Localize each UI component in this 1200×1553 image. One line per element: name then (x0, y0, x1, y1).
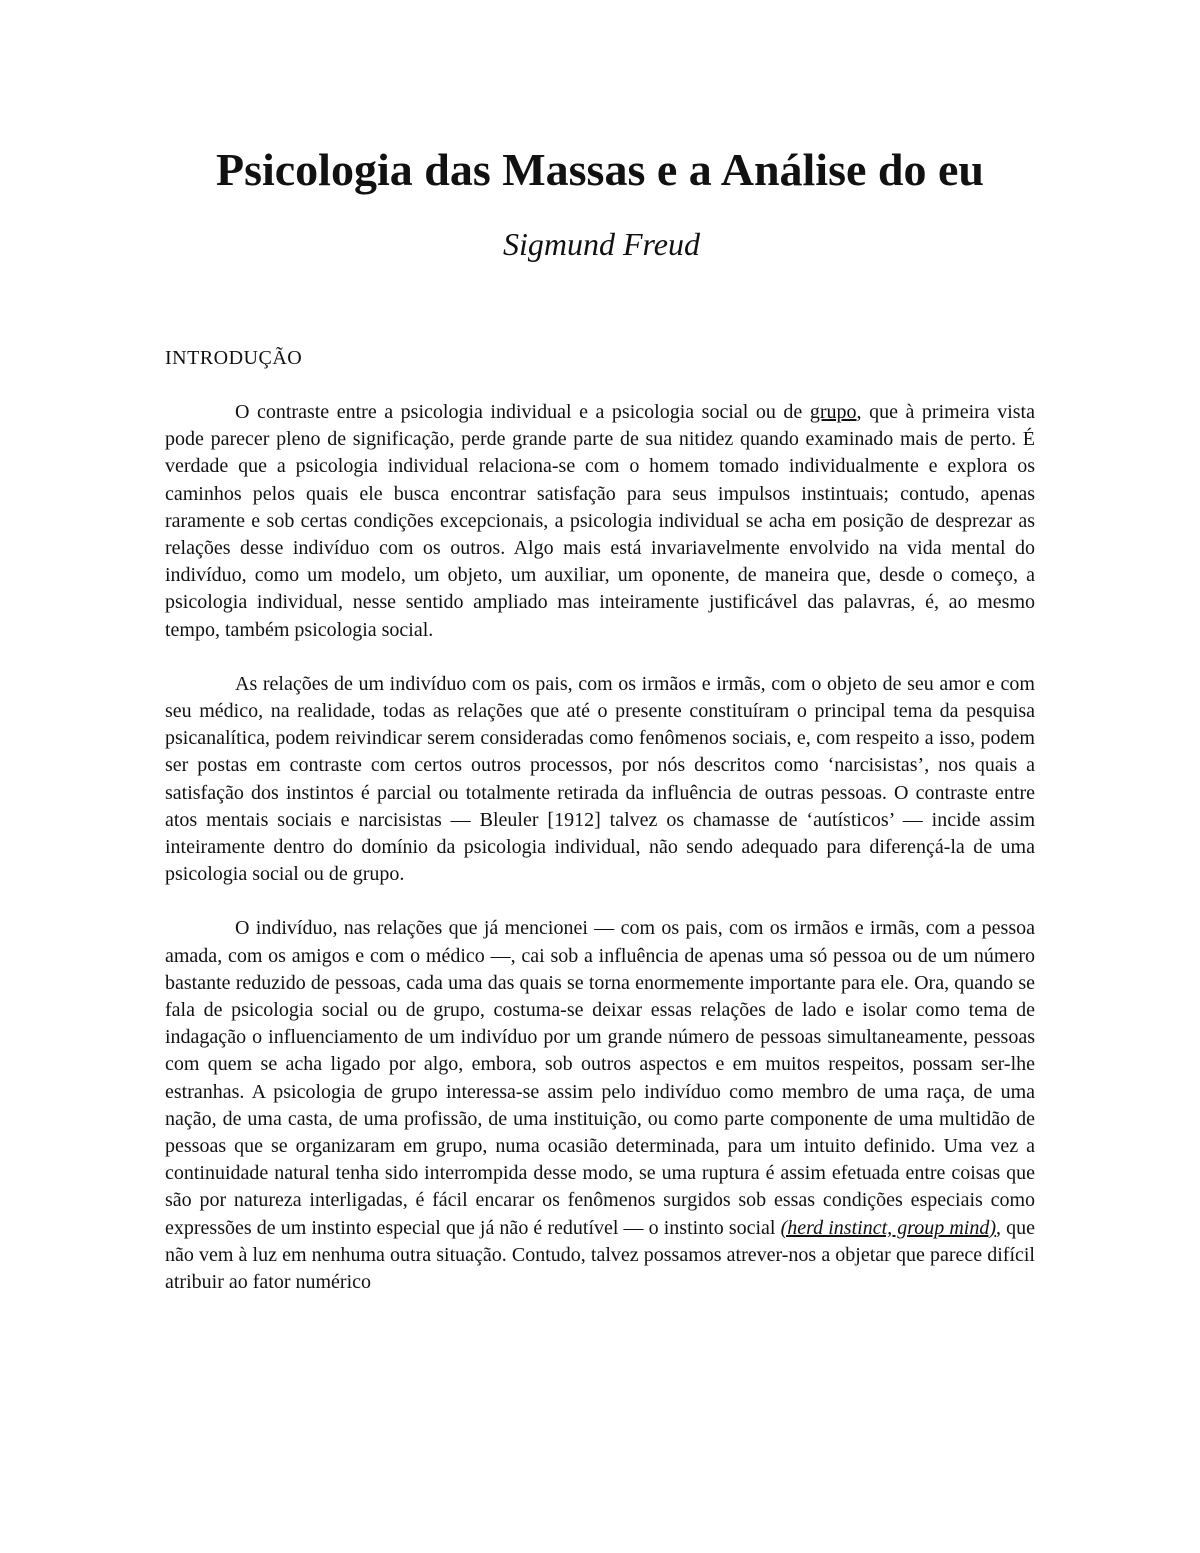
author-name-text: Sigmund Freud (502, 226, 700, 262)
paragraph-3-text-b: , que não vem à luz em nenhuma outra situação. Contudo, talvez possamos atrever-nos a objetar que parece difícil atribuir ao fator numérico (165, 1216, 1035, 1294)
paragraph-1-text-a: O contraste entre a psicologia individual e a psicologia social ou de (235, 401, 810, 423)
herd-instinct-link[interactable]: (herd instinct, group mind) (780, 1216, 997, 1239)
paragraph-3 (165, 915, 1035, 1296)
document-title: Psicologia das Massas e a Análise do eu (215, 144, 984, 195)
paragraph-3-text-a: O indivíduo, nas relações que já mencionei — com os pais, com os irmãos e irmãs, com a pessoa amada, com os amigos e com o médico —, cai sob a influência de apenas uma só pessoa ou de um número bastante reduzido de pessoas, cada uma das quais se torna enormemente importante para ele. Ora, quando se fala de psicologia social ou de grupo, costuma-se deixar essas relações de lado e isolar como tema de indagação o influenciamento de um indivíduo por um grande número de pessoas simultaneamente, pessoas com quem se acha ligado por algo, embora, sob outros aspectos e em muitos respeitos, possam ser-lhe estranhas. A psicologia de grupo interessa-se assim pelo indivíduo como membro de uma raça, de uma nação, de uma casta, de uma profissão, de uma instituição, ou como parte componente de uma multidão de pessoas que se organizaram em grupo, numa ocasião determinada, para um intuito definido. Uma vez a continuidade natural tenha sido interrompida desse modo, se uma ruptura é assim efetuada entre coisas que são por natureza interligadas, é fácil encarar os fenômenos surgidos sob essas condições especiais como expressões de um instinto especial que já não é redutível — o instinto social (165, 917, 1035, 1239)
paragraph-2: As relações de um indivíduo com os pais, com os irmãos e irmãs, com o objeto de seu amor e com seu médico, na realidade, todas as relações que até o presente constituíram o principal tema da pesquisa psicanalítica, podem reivindicar serem consideradas como fenômenos sociais, e, com respeito a isso, podem ser postas em contraste com certos outros processos, por nós descritos como ‘narcisistas’, nos quais a satisfação dos instintos é parcial ou totalmente retirada da influência de outras pessoas. O contraste entre atos mentais sociais e narcisistas — Bleuler [1912] talvez os chamasse de ‘autísticos’ — incide assim inteiramente dentro do domínio da psicologia individual, não sendo adequado para diferençá-la de uma psicologia social ou de grupo. (165, 672, 1035, 886)
paragraph-1 (165, 399, 1035, 644)
body-text (165, 399, 1035, 1323)
paragraph-1-text-b: , que à primeira vista pode parecer pleno de significação, perde grande parte de sua nitidez quando examinado mais de perto. É verdade que a psicologia individual relaciona-se com o homem tomado individualmente e explora os caminhos pelos quais ele busca encontrar satisfação para seus impulsos instintuais; contudo, apenas raramente e sob certas condições excepcionais, a psicologia individual se acha em posição de desprezar as relações desse indivíduo com os outros. Algo mais está invariavelmente envolvido na vida mental do indivíduo, como um modelo, um objeto, um auxiliar, um oponente, de maneira que, desde o começo, a psicologia individual, nesse sentido ampliado mas inteiramente justificável das palavras, é, ao mesmo tempo, também psicologia social. (165, 401, 1035, 641)
section-heading: INTRODUÇÃO (165, 347, 303, 369)
author-name (0, 222, 1200, 266)
grupo-link[interactable]: grupo (809, 401, 857, 423)
